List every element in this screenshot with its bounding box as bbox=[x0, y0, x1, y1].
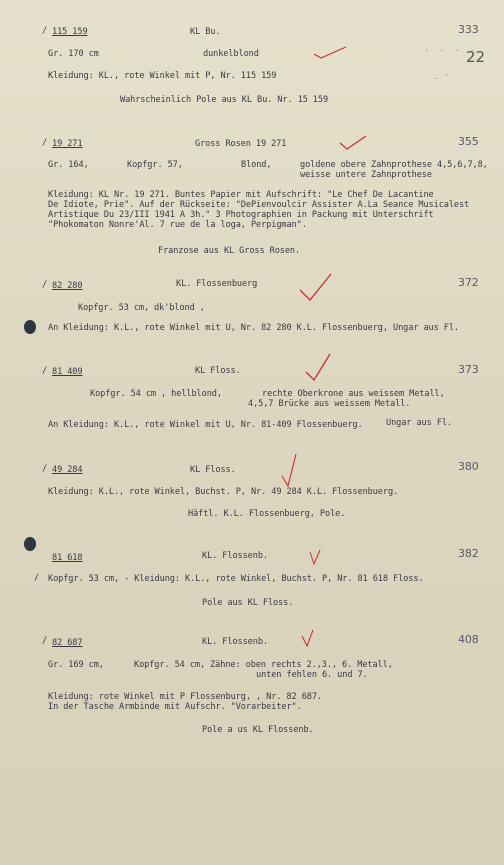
entry-clothing: Artistique Du 23/III 1941 A 3h." 3 Photographien in Packung mit Unterschrift bbox=[48, 210, 434, 220]
entry-clothing-right: Ungar aus Fl. bbox=[386, 418, 452, 428]
entry-line: Gr. 170 cm bbox=[48, 49, 99, 59]
entry-line: rechte Oberkrone aus weissem Metall, bbox=[262, 389, 445, 399]
entry-index: 408 bbox=[458, 633, 479, 646]
entry-note: Häftl. K.L. Flossenbuerg, Pole. bbox=[188, 509, 346, 519]
entry-check-mark: / bbox=[42, 366, 48, 376]
entry-clothing: An Kleidung: K.L., rote Winkel mit U, Nr. 82 280 K.L. Flossenbuerg, Ungar aus Fl. bbox=[48, 323, 459, 333]
red-check-mark bbox=[280, 452, 298, 488]
entry-camp: Gross Rosen 19 271 bbox=[195, 139, 287, 149]
entry-index: 355 bbox=[458, 135, 479, 148]
entry-number: 82 280 bbox=[52, 281, 83, 291]
entry-check-mark: / bbox=[42, 138, 48, 148]
entry-camp: KL. Flossenb. bbox=[202, 551, 268, 561]
entry-note: Franzose aus KL Gross Rosen. bbox=[158, 246, 301, 256]
punch-hole bbox=[24, 320, 36, 334]
entry-camp: KL Bu. bbox=[190, 27, 221, 37]
entry-clothing: Kleidung: K.L., rote Winkel, Buchst. P, Nr. 49 284 K.L. Flossenbuerg. bbox=[48, 487, 399, 497]
entry-camp: KL. Flossenbuerg bbox=[176, 279, 258, 289]
entry-index: 380 bbox=[458, 460, 479, 473]
stamp-number: 22 bbox=[466, 48, 485, 66]
entry-clothing: Kopfgr. 53 cm, - Kleidung: K.L., rote Winkel, Buchst. P, Nr. 81 618 Floss. bbox=[48, 574, 424, 584]
entry-camp: KL. Flossenb. bbox=[202, 637, 268, 647]
entry-line: 4,5,7 Brücke aus weissem Metall. bbox=[248, 399, 411, 409]
entry-line: Gr. 169 cm, bbox=[48, 660, 104, 670]
entry-line: weisse untere Zahnprothese bbox=[300, 170, 432, 180]
entry-clothing: Kleidung: rote Winkel mit P Flossenburg, , Nr. 82 687. bbox=[48, 692, 322, 702]
entry-note: Pole a us KL Flossenb. bbox=[202, 725, 314, 735]
red-check-mark bbox=[300, 628, 316, 648]
red-check-mark bbox=[312, 44, 348, 60]
entry-line: Kopfgr. 57, bbox=[127, 160, 183, 170]
entry-index: 373 bbox=[458, 363, 479, 376]
entry-number: 81 409 bbox=[52, 367, 83, 377]
entry-note: Pole aus KL Floss. bbox=[202, 598, 294, 608]
entry-line: dunkelblond bbox=[203, 49, 259, 59]
entry-note: Wahrscheinlich Pole aus KL Bu. Nr. 15 159 bbox=[120, 95, 329, 105]
entry-line: unten fehlen 6. und 7. bbox=[256, 670, 368, 680]
red-check-mark bbox=[298, 272, 334, 302]
entry-check-mark: / bbox=[42, 26, 48, 36]
entry-line: Kopfgr. 53 cm, dk'blond , bbox=[78, 303, 205, 313]
entry-check-mark: / bbox=[42, 280, 48, 290]
entry-clothing: Kleidung: KL., rote Winkel mit P, Nr. 115 159 bbox=[48, 71, 277, 81]
entry-camp: KL Floss. bbox=[190, 465, 236, 475]
entry-line: Kopfgr. 54 cm , hellblond, bbox=[90, 389, 222, 399]
entry-line: Kopfgr. 54 cm, Zähne: oben rechts 2.,3., 6. Metall, bbox=[134, 660, 393, 670]
red-check-mark bbox=[338, 134, 368, 152]
faint-mark: . . . . bbox=[424, 44, 475, 54]
entry-line: Gr. 164, bbox=[48, 160, 89, 170]
entry-line: Blond, bbox=[241, 160, 272, 170]
red-check-mark bbox=[304, 352, 332, 382]
entry-check-mark: / bbox=[42, 636, 48, 646]
entry-check-mark: / bbox=[34, 573, 40, 583]
entry-clothing: Kleidung: KL Nr. 19 271. Buntes Papier mit Aufschrift: "Le Chef De Lacantine bbox=[48, 190, 434, 200]
entry-clothing: An Kleidung: K.L., rote Winkel mit U, Nr. 81-409 Flossenbuerg. bbox=[48, 420, 363, 430]
entry-number: 49 284 bbox=[52, 465, 83, 475]
faint-mark: _ - bbox=[434, 70, 450, 80]
entry-line: goldene obere Zahnprothese 4,5,6,7,8, bbox=[300, 160, 488, 170]
entry-clothing: De Idiote, Prie". Auf der Rückseite: "DePienvoulcir Assister A.La Seance Musicalest bbox=[48, 200, 470, 210]
entry-index: 372 bbox=[458, 276, 479, 289]
entry-number: 19 271 bbox=[52, 139, 83, 149]
entry-index: 382 bbox=[458, 547, 479, 560]
entry-number: 82 687 bbox=[52, 638, 83, 648]
entry-number: 81 618 bbox=[52, 553, 83, 563]
entry-number: 115 159 bbox=[52, 27, 88, 37]
red-check-mark bbox=[308, 548, 322, 566]
punch-hole bbox=[24, 537, 36, 551]
entry-clothing: In der Tasche Armbinde mit Aufschr. "Vorarbeiter". bbox=[48, 702, 302, 712]
entry-camp: KL Floss. bbox=[195, 366, 241, 376]
entry-clothing: "Phokomaton Nonre'Al. 7 rue de la loga, Perpigman". bbox=[48, 220, 307, 230]
entry-check-mark: / bbox=[42, 464, 48, 474]
entry-index: 333 bbox=[458, 23, 479, 36]
